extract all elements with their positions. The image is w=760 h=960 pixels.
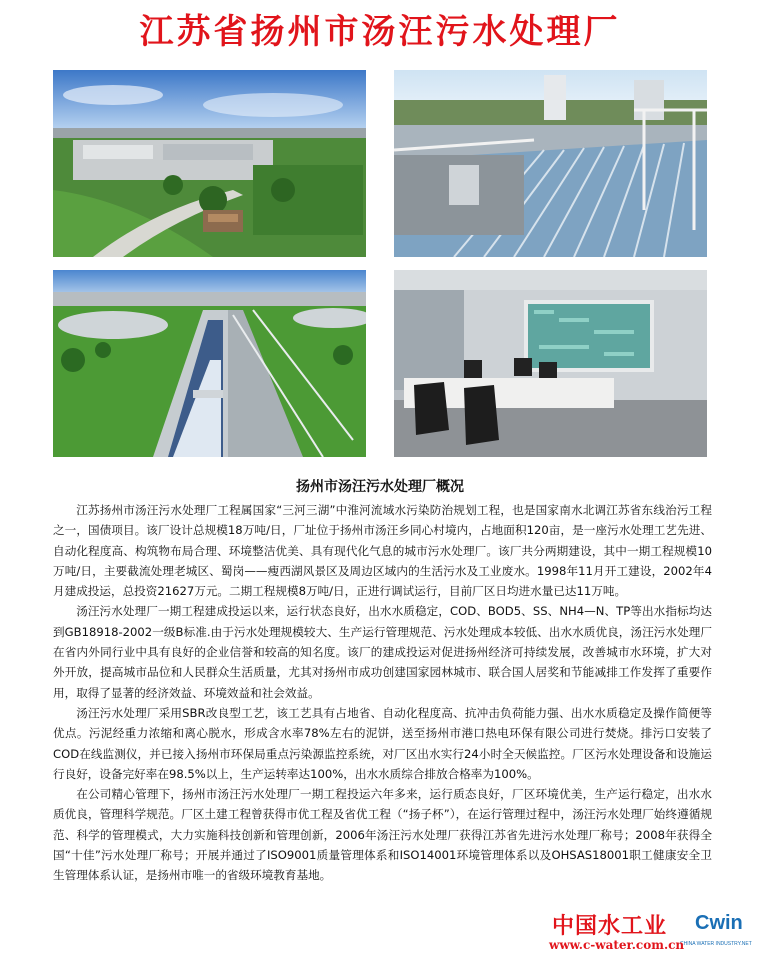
page-title: 江苏省扬州市汤汪污水处理厂 — [139, 12, 621, 52]
brand-logo-cn: 中国水工业 — [552, 913, 668, 939]
paragraph: 江苏扬州市汤汪污水处理厂工程属国家“三河三湖”中淮河流域水污染防治规划工程，也是国家南水北调江苏省东线治污工程之一，国债项目。该厂设计总规模18万吨/日，厂址位于扬州市汤汪乡同心村境内，占地面积120亩，是一座污水处理工艺先进、自动化程度高、构筑物布局合理、环境整洁优美、具有现代化气息的城市污水处理厂。该厂共分两期建设，其中一期工程规模10万吨/日，主要截流处理老城区、蜀岗——瘦西湖风景区及周边区域内的生活污水及工业废水。1998年11月开工建设，2002年4月建成投运，总投资21627万元。二期工程规模8万吨/日，正进行调试运行，目前厂区日均进水量已达11万吨。 — [53, 503, 712, 599]
paragraph: 汤汪污水处理厂一期工程建成投运以来，运行状态良好，出水水质稳定，COD、BOD5、SS、NH4—N、TP等出水指标均达到GB18918-2002一级B标准.由于污水处理规模较大、生产运行管理规范、污水处理成本较低、出水水质优良，汤汪污水处理厂在省内外同行业中具有良好的企业信誉和较高的知名度。该厂的建成投运对促进扬州经济可持续发展，改善城市水环境，扩大对外开放，提高城市品位和人民群众生活质量，尤其对扬州市成功创建国家园林城市、联合国人居奖和节能减排工作发挥了重要作用，取得了显著的经济效益、环境效益和社会效益。 — [53, 604, 712, 700]
brand-logo-sub: CHINA WATER INDUSTRY.NET — [680, 941, 752, 947]
treatment-channel-photo — [53, 270, 366, 457]
plant-aerial-photo — [53, 70, 366, 257]
control-room-photo — [394, 270, 707, 457]
article-subtitle: 扬州市汤汪污水处理厂概况 — [296, 479, 464, 495]
brand-logo-en: Cwin — [695, 912, 743, 934]
paragraph: 汤汪污水处理厂采用SBR改良型工艺，该工艺具有占地省、自动化程度高、抗冲击负荷能力强、出水水质稳定及操作简便等优点。污泥经重力浓缩和离心脱水，形成含水率78%左右的泥饼，送至扬州市港口热电环保有限公司进行焚烧。排污口安装了COD在线监测仪，并已接入扬州市环保局重点污染源监控系统，对厂区出水实行24小时全天候监控。厂区污水处理设备和设施运行良好，设备完好率在98.5%以上，生产运转率达100%，出水水质综合排放合格率为100%。 — [53, 705, 712, 781]
grating-platform-photo — [394, 70, 707, 257]
article-body — [53, 500, 712, 886]
paragraph: 在公司精心管理下，扬州市汤汪污水处理厂一期工程投运六年多来，运行质态良好，厂区环境优美，生产运行稳定，出水水质优良，管理科学规范。厂区土建工程曾获得市优工程及省优工程（“扬子杯”），在运行管理过程中，汤汪污水处理厂始终遵循规范、科学的管理模式，大力实施科技创新和管理创新，2006年汤汪污水处理厂获得江苏省先进污水处理厂称号；2008年获得全国“十佳”污水处理厂称号；开展并通过了ISO9001质量管理体系和ISO14001环境管理体系以及OHSAS18001职工健康安全卫生管理体系认证，是扬州市唯一的省级环境教育基地。 — [53, 787, 712, 883]
footer-url: www.c-water.com.cn — [549, 938, 685, 952]
